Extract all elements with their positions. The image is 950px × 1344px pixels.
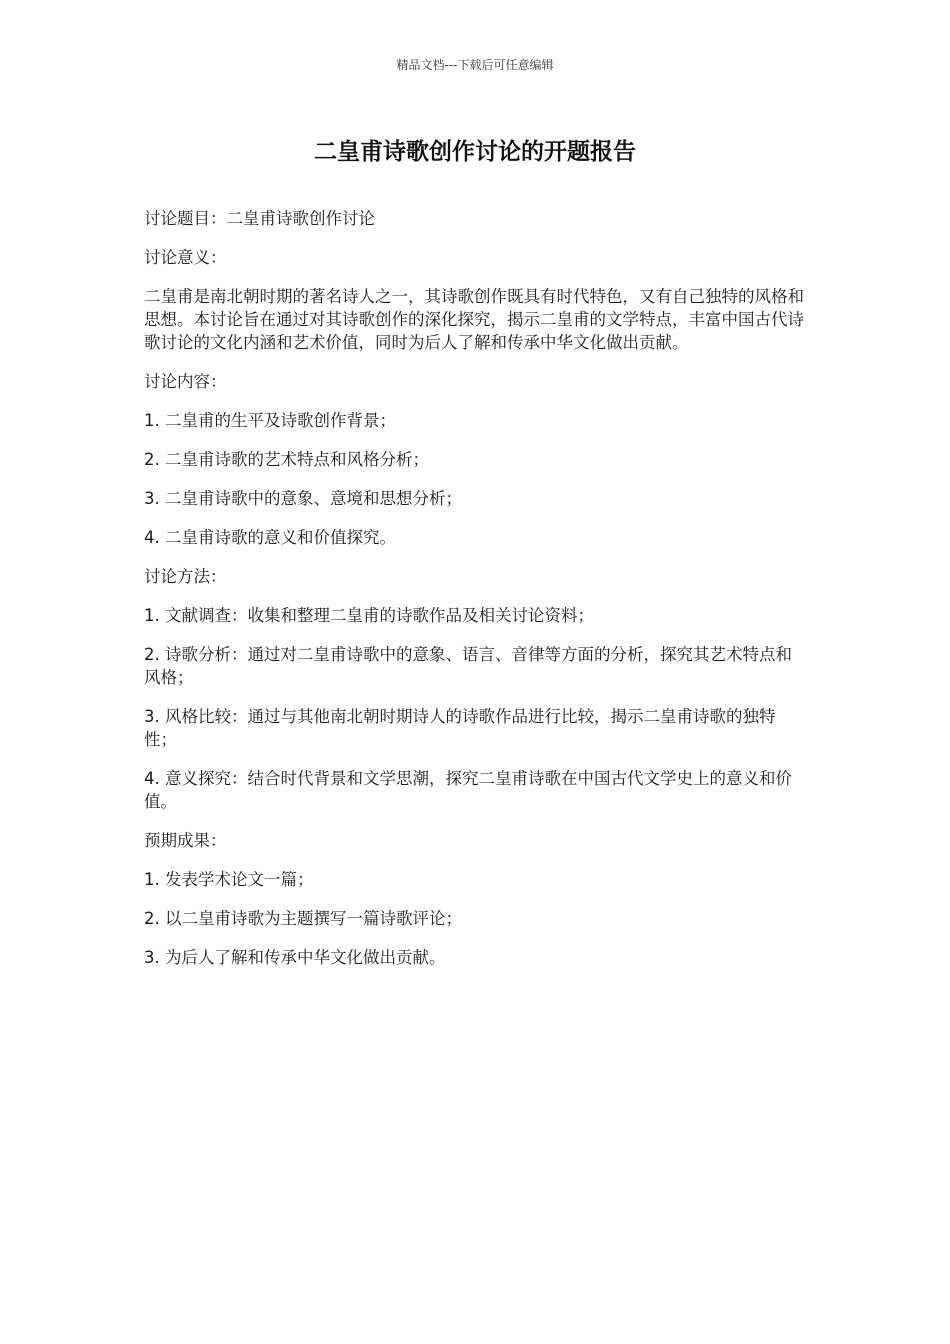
significance-paragraph: 二皇甫是南北朝时期的著名诗人之一，其诗歌创作既具有时代特色，又有自己独特的风格和思想。本讨论旨在通过对其诗歌创作的深化探究，揭示二皇甫的文学特点，丰富中国古代诗歌讨论的文化内涵和艺术价值，同时为后人了解和传承中华文化做出贡献。 [144,287,804,352]
outcome-item: 3. 为后人了解和传承中华文化做出贡献。 [144,948,446,967]
content-item: 4. 二皇甫诗歌的意义和价值探究。 [144,528,396,547]
outcome-heading: 预期成果： [144,831,227,850]
method-item: 2. 诗歌分析：通过对二皇甫诗歌中的意象、语言、音律等方面的分析，探究其艺术特点和风格； [144,645,792,687]
header-note: 精品文档---下载后可任意编辑 [396,58,554,72]
topic-line: 讨论题目：二皇甫诗歌创作讨论 [144,209,375,228]
method-heading: 讨论方法： [144,567,227,586]
content-item: 3. 二皇甫诗歌中的意象、意境和思想分析； [144,489,462,508]
method-item: 3. 风格比较：通过与其他南北朝时期诗人的诗歌作品进行比较，揭示二皇甫诗歌的独特性； [144,707,776,749]
significance-heading: 讨论意义： [144,248,227,267]
outcome-item: 1. 发表学术论文一篇； [144,870,314,889]
method-item: 1. 文献调查：收集和整理二皇甫的诗歌作品及相关讨论资料； [144,606,594,625]
method-item: 4. 意义探究：结合时代背景和文学思潮，探究二皇甫诗歌在中国古代文学史上的意义和价值。 [144,769,792,811]
outcome-item: 2. 以二皇甫诗歌为主题撰写一篇诗歌评论； [144,909,462,928]
document-body [144,207,804,985]
content-heading: 讨论内容： [144,372,227,391]
document-title: 二皇甫诗歌创作讨论的开题报告 [314,139,636,165]
content-item: 2. 二皇甫诗歌的艺术特点和风格分析； [144,450,429,469]
content-item: 1. 二皇甫的生平及诗歌创作背景； [144,411,396,430]
